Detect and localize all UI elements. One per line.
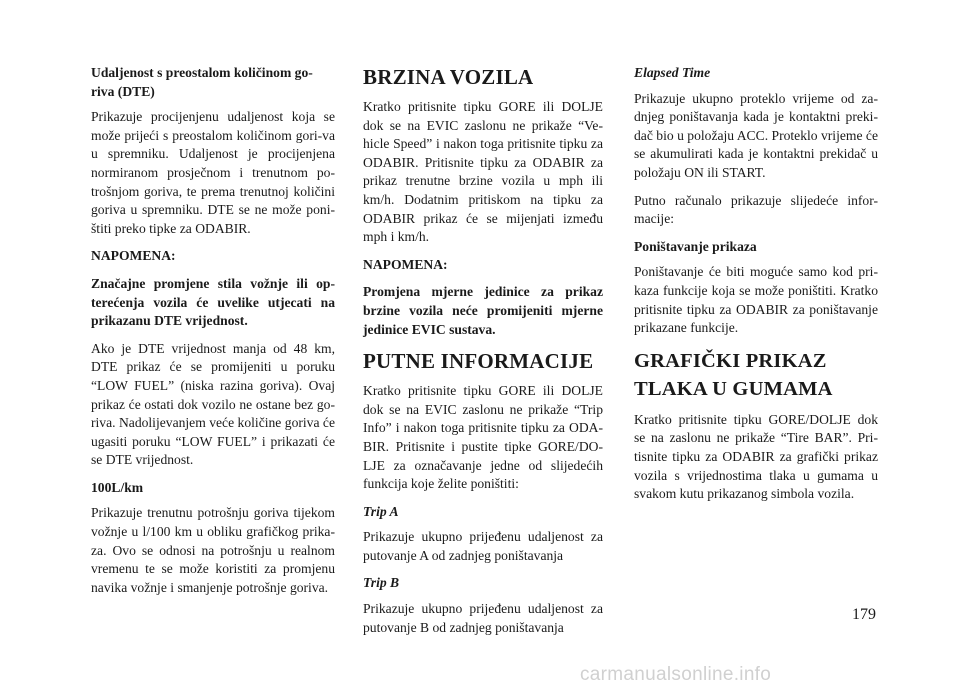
watermark: carmanualsonline.info [580,664,772,685]
right-column [634,64,878,513]
middle-column [363,64,603,646]
elapsed-time-label: Elapsed Time [634,65,711,80]
tire-pressure-section-title: GRAFIČKI PRIKAZ TLAKA U GUMAMA [634,349,833,400]
note-paragraph: Promjena mjerne jedinice za prikaz brzine vozila neće promijeniti mjerne jedinice EVIC sustava. [363,284,603,337]
elapsed-time-paragraph: Prikazuje ukupno proteklo vrijeme od za-dnjeg poništavanja kada je kontaktni preki-dač bio u položaju ACC. Proteklo vrijeme će se akumulirati kada je kontaktni prekidač u položaju ON ili START. [634,90,878,180]
tire-pressure-paragraph: Kratko pritisnite tipku GORE/DOLJE dok se na zaslonu ne prikaže “Tire BAR”. Pri-tisnite tipku za ODABIR za grafički prikaz vozila s vrijednostima tlaka u gumama u svakom kutu prikazanog simbola vozila. [634,411,878,502]
note-label: NAPOMENA: [363,256,448,272]
note-paragraph: Značajne promjene stila vožnje ili op-terećenja vozila će uvelike utjecati na prikazanu DTE vrijednost. [91,275,335,329]
trip-section-title: PUTNE INFORMACIJE [363,349,594,374]
l100-paragraph: Prikazuje trenutnu potrošnju goriva tijekom vožnje u l/100 km u obliku grafičkog prika-za. Ovo se odnosi na potrošnju u realnom vremenu te se može koristiti za promjenu navika vožnje i smanjenje potrošnje goriva. [91,505,335,595]
speed-paragraph: Kratko pritisnite tipku GORE ili DOLJE dok se na EVIC zaslonu ne prikaže “Ve-hicle Speed” i nakon toga pritisnite tipku za ODABIR. Pritisnite tipku za ODABIR za prikaz trenutne brzine vozila u mph ili km/h. Dodatnim pritiskom na tipku za ODABIR prikaz će se mijenjati između mph i km/h. [363,99,603,245]
trip-computer-paragraph: Putno računalo prikazuje slijedeće infor-macije: [634,192,878,227]
trip-b-label: Trip B [363,575,400,591]
trip-b-paragraph: Prikazuje ukupno prijeđenu udaljenost za putovanje B od zadnjeg poništavanja [363,601,603,635]
trip-a-paragraph: Prikazuje ukupno prijeđenu udaljenost za putovanje A od zadnjeg poništavanja [363,529,603,563]
trip-paragraph: Kratko pritisnite tipku GORE ili DOLJE dok se na EVIC zaslonu ne prikaže “Trip Info” i nakon toga pritisnite tipku za ODA-BIR. Pritisnite i pustite tipke GORE/DO-LJE za označavanje jedne od slijedećih funkcija koje želite poništiti: [363,383,603,492]
reset-paragraph: Poništavanje će biti moguće samo kod pri-kaza funkcije koja se može poništiti. Kratko pritisnite tipku za ODABIR za poništavanje prikazane funkcije. [634,264,878,336]
l100-heading: 100L/km [91,479,144,495]
reset-heading: Poništavanje prikaza [634,238,757,254]
dte-paragraph: Prikazuje procijenjenu udaljenost koja se može prijeći s preostalom količinom gori-va u spremniku. Udaljenost je procijenjena normiranom prosječnom i trenutnom po-trošnjom goriva, te prema trenutnoj količini goriva u spremniku. DTE se ne može poni-štiti preko tipke za ODABIR. [91,109,335,236]
dte-heading: Udaljenost s preostalom količinom go-riva (DTE) [91,65,313,99]
trip-a-label: Trip A [363,503,399,519]
low-fuel-paragraph: Ako je DTE vrijednost manja od 48 km, DTE prikaz će se promijeniti u poruku “LOW FUEL” (niska razina goriva). Ovaj prikaz će ostati dok vozilo ne ostane bez go-riva. Nadolijevanjem veće količine goriva će ugasiti poruku “LOW FUEL” i prikazati će se DTE vrijednost. [91,340,335,468]
note-label: NAPOMENA: [91,248,176,264]
speed-section-title: BRZINA VOZILA [363,65,534,89]
page-number: 179 [852,606,876,623]
left-column [91,64,335,606]
